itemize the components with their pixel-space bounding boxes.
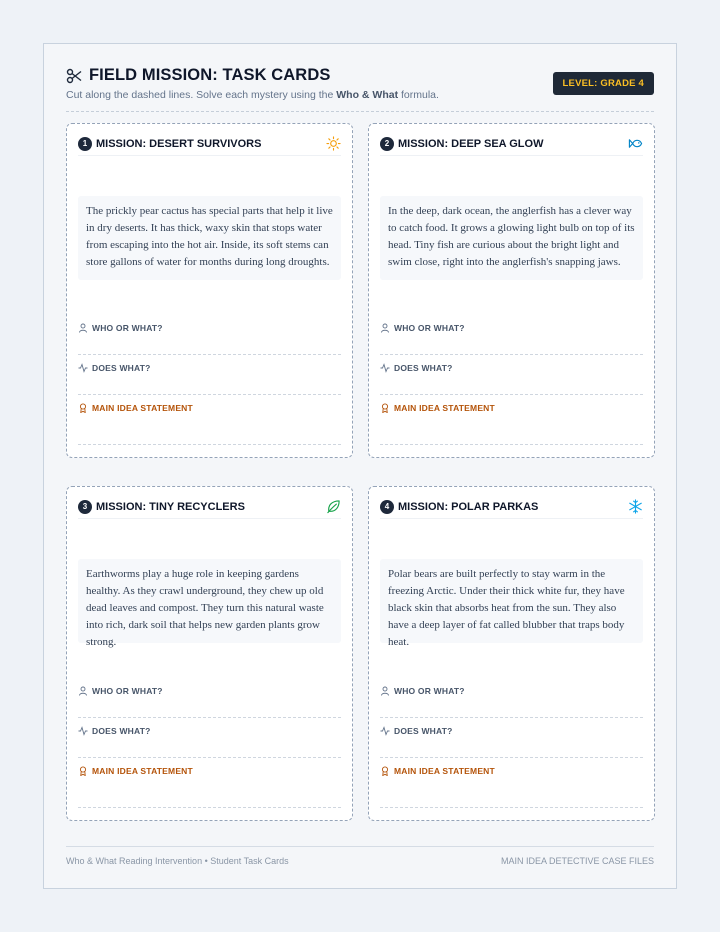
does-what-field[interactable] [380,723,643,758]
card-title: MISSION: POLAR PARKAS [398,500,539,513]
reading-passage: The prickly pear cactus has special parts that help it live in dry deserts. It has thick, waxy skin that stops water from escaping into the hot air. Inside, its soft stems can store gallons of water for months during long droughts. [78,196,341,280]
instructions-text-2: formula. [398,89,439,101]
does-what-field[interactable] [78,723,341,758]
field-label: DOES WHAT? [92,363,151,373]
field-label: WHO OR WHAT? [92,323,163,333]
instructions-bold: Who & What [336,89,399,101]
who-or-what-field[interactable] [78,320,341,355]
does-what-field[interactable] [78,360,341,395]
card-number-badge: 2 [380,137,394,151]
snowflake-icon [628,499,643,514]
instructions-text-1: Cut along the dashed lines. Solve each mystery using the [66,89,337,101]
card-title: MISSION: DEEP SEA GLOW [398,137,544,150]
reading-passage: Earthworms play a huge role in keeping gardens healthy. As they crawl underground, they chew up old dead leaves and compost. They turn this natural waste into rich, dark soil that helps new garden plants grow strong. [78,559,341,643]
person-icon [380,686,390,696]
field-label: WHO OR WHAT? [394,323,465,333]
field-label: MAIN IDEA STATEMENT [394,766,495,776]
worksheet-page [43,43,677,889]
fish-icon [628,136,643,151]
scissors-icon [66,68,82,84]
card-header [380,495,643,519]
card-header [78,495,341,519]
task-card-4 [368,486,655,821]
sun-icon [326,136,341,151]
page-footer [66,846,654,866]
does-what-field[interactable] [380,360,643,395]
activity-icon [380,726,390,736]
person-icon [78,323,88,333]
field-label: MAIN IDEA STATEMENT [394,403,495,413]
award-icon [380,766,390,776]
task-card-2 [368,123,655,458]
field-label: WHO OR WHAT? [92,686,163,696]
reading-passage: Polar bears are built perfectly to stay warm in the freezing Arctic. Under their thick white fur, they have black skin that absorbs heat from the sun. They also have a deep layer of fat called blubber that traps body heat. [380,559,643,643]
person-icon [78,686,88,696]
award-icon [78,403,88,413]
who-or-what-field[interactable] [380,320,643,355]
field-label: DOES WHAT? [394,726,453,736]
award-icon [380,403,390,413]
card-header [380,132,643,156]
field-label: DOES WHAT? [394,363,453,373]
main-idea-field[interactable] [78,763,341,808]
footer-right: MAIN IDEA DETECTIVE CASE FILES [500,856,654,866]
field-label: MAIN IDEA STATEMENT [92,403,193,413]
main-idea-field[interactable] [380,400,643,445]
person-icon [380,323,390,333]
leaf-icon [326,499,341,514]
activity-icon [380,363,390,373]
level-badge: LEVEL: GRADE 4 [553,72,654,95]
activity-icon [78,726,88,736]
header [66,66,654,112]
card-title: MISSION: TINY RECYCLERS [96,500,245,513]
card-title: MISSION: DESERT SURVIVORS [96,137,262,150]
field-label: WHO OR WHAT? [394,686,465,696]
field-label: MAIN IDEA STATEMENT [92,766,193,776]
card-number-badge: 3 [78,500,92,514]
card-header [78,132,341,156]
award-icon [78,766,88,776]
task-card-1 [66,123,353,458]
who-or-what-field[interactable] [78,683,341,718]
who-or-what-field[interactable] [380,683,643,718]
cut-line-divider [66,111,654,112]
main-idea-field[interactable] [78,400,341,445]
field-label: DOES WHAT? [92,726,151,736]
card-number-badge: 4 [380,500,394,514]
main-idea-field[interactable] [380,763,643,808]
card-number-badge: 1 [78,137,92,151]
task-card-3 [66,486,353,821]
page-title: FIELD MISSION: TASK CARDS [89,66,331,84]
footer-left: Who & What Reading Intervention • Student Task Cards [66,856,289,866]
activity-icon [78,363,88,373]
reading-passage: In the deep, dark ocean, the anglerfish has a clever way to catch food. It grows a glowing light bulb on top of its head. Tiny fish are curious about the bright light and swim close, right into the anglerfish's snapping jaws. [380,196,643,280]
